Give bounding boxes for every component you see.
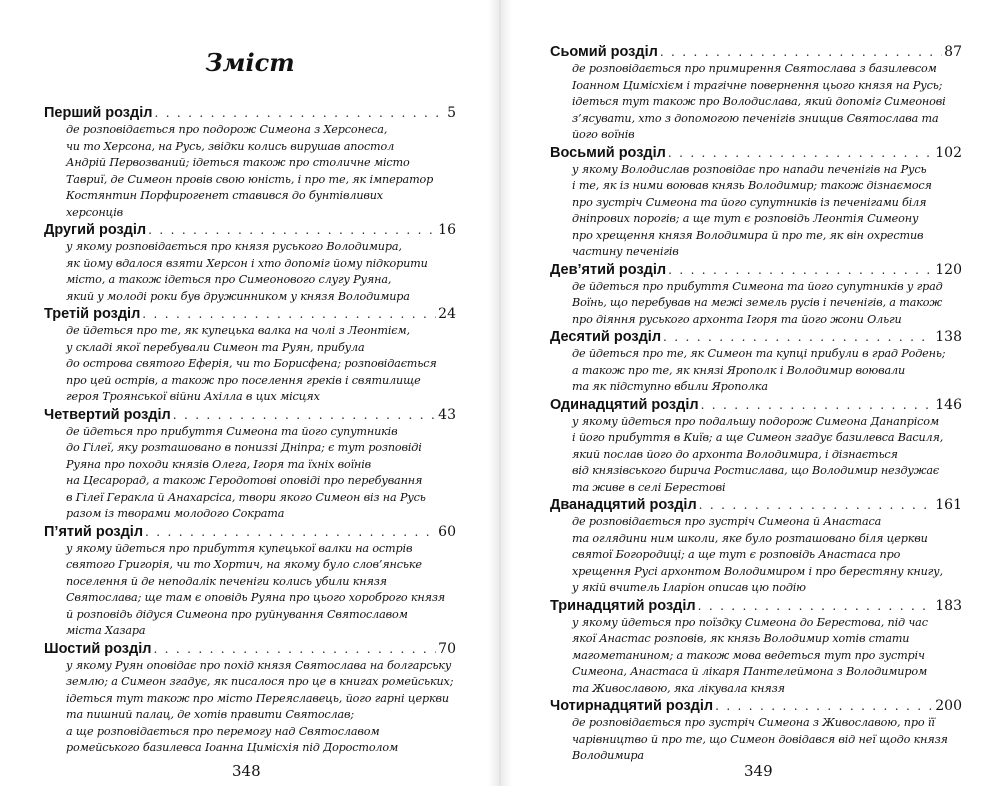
description-line: частину печенігів [572,245,679,258]
chapter-page-number: 16 [438,222,456,238]
toc-entry-heading-row [550,697,962,715]
dot-leader [145,523,436,541]
description-line: який послав його до архонта Володимира, і дізнається [572,447,898,461]
description-line: разом із творами молодого Сократа [66,507,285,520]
chapter-description [550,514,962,597]
dot-leader [154,104,445,122]
toc-entry-heading-row [550,597,962,615]
chapter-heading: Одинадцятий розділ [550,396,699,413]
dot-leader [668,261,933,279]
description-line: де йдеться про те, як Симеон та купці прибули в град Родень; [572,347,946,360]
dot-leader [173,406,436,424]
toc-entry [44,640,456,757]
right-page [500,0,1000,786]
description-line: та Живославою, яка лікувала князя [572,681,785,695]
description-line: у якій вчитель Іларіон описав цю подію [572,581,806,594]
table-of-contents-left [44,104,456,757]
chapter-page-number: 120 [935,261,962,278]
chapter-description [44,122,456,221]
chapter-heading: Третій розділ [44,306,141,322]
toc-entry-heading-row [44,640,456,658]
description-line: у якому йдеться про прибуття купецької валки на острів [66,541,413,555]
dot-leader [660,43,942,61]
toc-entry-heading-row [550,328,962,346]
chapter-page-number: 102 [935,144,962,161]
description-line: на Цесарорад, а також Геродотові оповіді про перебування [66,474,423,487]
description-line: і його прибуття в Київ; а ще Симеон згадує базилевса Василя, [572,431,944,444]
description-line: який у молоді роки був дружинником у князя Володимира [66,289,410,303]
description-line: у якому розповідається про князя руського Володимира, [66,240,402,253]
description-line: у якому Володислав розповідає про напади печенігів на Русь [572,162,927,176]
description-line: чарівництво й про те, що Симеон довідався від неї щодо князя [572,732,948,746]
description-line: Андрій Первозваний; ідеться також про столичне місто [66,156,410,169]
chapter-description [44,658,456,757]
chapter-description [550,279,962,329]
description-line: а також про те, як князі Ярополк і Володимир воювали [572,363,906,377]
chapter-description [550,162,962,261]
dot-leader [699,496,934,514]
description-line: ромейського базилевса Іоанна Цимісхія під Доростолом [66,741,399,754]
description-line: з’ясувати, хто з допомогою печенігів знищив Святослава та [572,111,939,125]
description-line: про хрещення князя Володимира й про те, як він охрестив [572,228,924,242]
description-line: Володимира [572,749,644,762]
dot-leader [148,221,436,239]
description-line: та живе в селі Берестові [572,480,726,494]
toc-entry [550,597,962,698]
description-line: та оглядини ним школи, яке було розташовано біля церкви [572,531,928,545]
chapter-description [550,615,962,698]
description-line: де йдеться про прибуття Симеона та його супутників [66,424,398,438]
description-line: героя Троянської війни Ахілла в цих місцях [66,390,320,403]
description-line: міста Хазара [66,624,146,637]
toc-entry [44,104,456,221]
toc-entry [44,305,456,406]
dot-leader [715,697,933,715]
description-line: Святослава; ще там є оповідь Руяна про цього хороброго князя [66,591,446,604]
description-line: святого Григорія, чи то Хортич, на якому було слов’янське [66,558,422,571]
chapter-page-number: 43 [438,406,456,423]
toc-entry [550,496,962,597]
toc-entry [550,261,962,329]
toc-entry-heading-row [44,305,456,323]
description-line: якої Анастас розповів, як князь Володимир хотів стати [572,632,910,645]
description-line: поселення й де неподалік печеніги колись убили князя [66,574,387,588]
chapter-page-number: 70 [438,640,456,657]
description-line: до Гілеї, яку розташовано в пониззі Дніпра; є тут розповіді [66,441,422,454]
chapter-heading: П’ятий розділ [44,523,144,540]
dot-leader [142,305,436,323]
description-line: землю; а Симеон згадує, як писалося про це в книгах ромейських; [66,675,454,688]
description-line: ідеться тут також про Володислава, який допоміг Симеонові [572,95,946,108]
description-line: як йому вдалося взяти Херсон і хто допоміг йому підкорити [66,256,428,270]
toc-entry [44,221,456,305]
page-number-left: 348 [232,762,261,780]
description-line: у якому Руян оповідає про похід князя Святослава на болгарську [66,658,452,672]
chapter-page-number: 200 [935,698,962,714]
description-line: в Гілеї Геракла й Анахарсіса, твори якого Симеон віз на Русь [66,490,426,504]
toc-entry-heading-row [550,496,962,514]
toc-entry-heading-row [550,261,962,279]
chapter-heading: Шостий розділ [44,640,152,657]
toc-entry [550,43,962,144]
chapter-description [550,414,962,497]
dot-leader [153,640,436,658]
description-line: чи то Херсона, на Русь, звідки колись вирушав апостол [66,139,395,153]
description-line: де йдеться про прибуття Симеона та його супутників у град [572,279,943,293]
description-line: а ще розповідається про перемогу над Святославом [66,724,380,738]
chapter-heading: Чотирнадцятий розділ [550,698,714,714]
description-line: де розповідається про зустріч Симеона з Живославою, про її [572,716,935,729]
description-line: Воїнь, що перебував на межі земель русів і печенігів, а також [572,296,942,309]
toc-entry-heading-row [44,523,456,541]
description-line: та пишний палац, де хотів правити Святослав; [66,708,355,721]
toc-entry [44,523,456,640]
description-line: де розповідається про подорож Симеона з Херсонеса, [66,123,388,136]
chapter-page-number: 60 [438,523,456,540]
description-line: у якому йдеться про поїздку Симеона до Берестова, під час [572,615,928,629]
chapter-description [550,715,962,765]
dot-leader [668,144,933,162]
description-line: до острова святого Еферія, чи то Борисфена; розповідається [66,357,437,370]
description-line: про цей острів, а також про поселення греків і святилище [66,373,421,387]
description-line: і те, як із ними воював князь Володимир; також дізнаємося [572,179,932,192]
description-line: та як підступно вбили Ярополка [572,380,768,393]
description-line: хрещення Русі архонтом Володимиром і про берестяну книгу, [572,564,943,578]
toc-entry-heading-row [550,396,962,414]
chapter-description [550,346,962,396]
description-line: місто, а також ідеться про Симеонового слугу Руяна, [66,273,392,286]
description-line: магометанином; а також мова ведеться тут про зустріч [572,648,925,662]
description-line: про діяння руського архонта Ігоря та його жони Ольги [572,312,902,326]
toc-entry [44,406,456,523]
description-line: його воїнів [572,128,635,141]
description-line: Симеона, Анастаса й лікаря Пантелеймона з Володимиром [572,665,928,678]
toc-entry-heading-row [550,43,962,61]
description-line: у якому йдеться про подальшу подорож Симеона Данапрісом [572,414,939,428]
chapter-page-number: 5 [447,105,456,121]
chapter-heading: Тринадцятий розділ [550,597,696,614]
chapter-description [550,61,962,144]
table-of-contents-right [550,43,962,765]
description-line: Іоанном Цимісхієм і трагічне повернення цього князя на Русь; [572,78,943,92]
description-line: у складі якої перебували Симеон та Руян, прибула [66,340,365,354]
description-line: де розповідається про зустріч Симеона й Анастаса [572,515,882,528]
description-line: Костянтин Порфирогенет ставився до бунтівливих [66,189,383,202]
chapter-description [44,323,456,406]
toc-entry [550,396,962,497]
description-line: де розповідається про примирення Святослава з базилевсом [572,62,937,75]
chapter-page-number: 146 [935,396,962,413]
description-line: де йдеться про те, як купецька валка на чолі з Леонтієм, [66,324,410,337]
dot-leader [698,597,934,615]
chapter-page-number: 183 [935,597,962,614]
toc-entry-heading-row [44,406,456,424]
chapter-heading: Дев’ятий розділ [550,261,667,278]
chapter-page-number: 138 [935,329,962,345]
chapter-heading: Дванадцятий розділ [550,497,697,513]
page-number-right: 349 [744,762,773,780]
toc-entry [550,697,962,765]
description-line: херсонців [66,205,124,219]
chapter-heading: Десятий розділ [550,329,662,345]
chapter-description [44,239,456,305]
toc-entry-heading-row [44,104,456,122]
chapter-page-number: 24 [438,306,456,322]
description-line: про зустріч Симеона та його супутників із печенігами біля [572,195,927,209]
dot-leader [701,396,934,414]
description-line: святої Богородиці; а ще тут є розповідь Анастаса про [572,548,901,561]
toc-entry-heading-row [44,221,456,239]
description-line: й розповідь дідуся Симеона про руйнування Святославом [66,607,408,621]
dot-leader [663,328,933,346]
description-line: дніпрових порогів; а ще тут є розповідь Леонтія Симеону [572,212,919,225]
chapter-page-number: 87 [944,44,962,60]
chapter-heading: Восьмий розділ [550,144,666,161]
chapter-description [44,541,456,640]
description-line: ідеться тут також про місто Переяславець, його гарні церкви [66,691,449,705]
toc-entry [550,144,962,261]
chapter-heading: Четвертий розділ [44,406,171,423]
toc-entry-heading-row [550,144,962,162]
chapter-heading: Другий розділ [44,222,147,238]
description-line: Руяна про походи князів Олега, Ігоря та їхніх воїнів [66,457,372,471]
description-line: Тавриї, де Симеон провів свою юність, і про те, як імператор [66,172,434,186]
toc-entry [550,328,962,396]
chapter-heading: Сьомий розділ [550,44,658,60]
page-title: Зміст [205,48,295,77]
chapter-description [44,424,456,523]
chapter-page-number: 161 [935,497,962,513]
description-line: від князівського бирича Ростислава, що Володимир нездужає [572,464,939,477]
chapter-heading: Перший розділ [44,105,153,121]
